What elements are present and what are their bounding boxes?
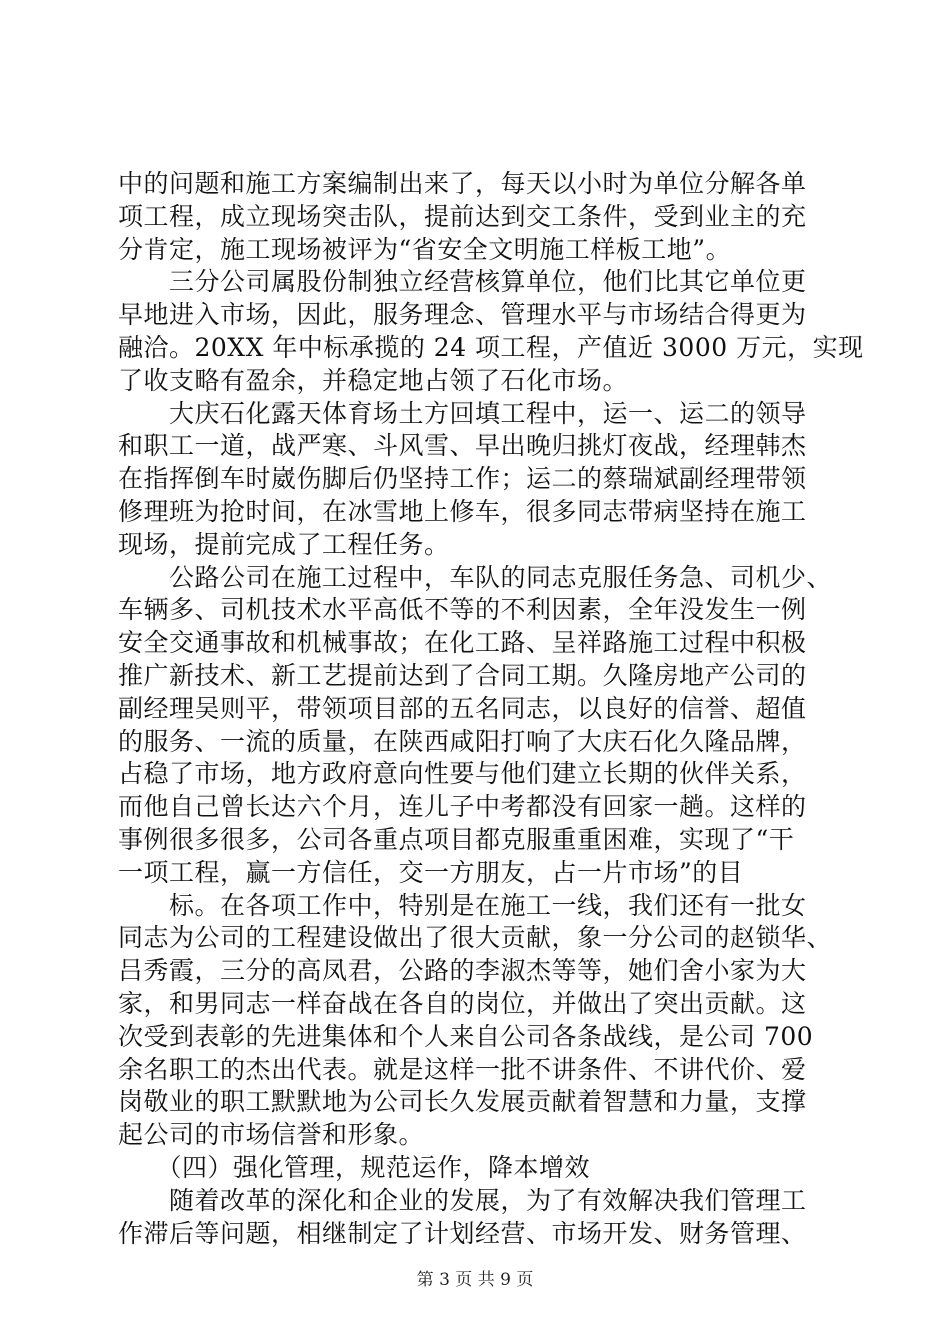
text-line: 现场，提前完成了工程任务。: [118, 529, 450, 559]
text-line: 融洽。20XX 年中标承揽的 24 项工程，产值近 3000 万元，实现: [118, 332, 864, 362]
document-body: [118, 168, 864, 1250]
text-line: 同志为公司的工程建设做出了很大贡献，象一分公司的赵锁华、: [118, 923, 833, 953]
text-line: 占稳了市场，地方政府意向性要与他们建立长期的伙伴关系，: [118, 759, 807, 789]
text-line: （四）强化管理，规范运作，降本增效: [118, 1152, 591, 1182]
text-line: 吕秀霞，三分的高凤君，公路的李淑杰等等，她们舍小家为大: [118, 956, 807, 986]
text-line: 推广新技术、新工艺提前达到了合同工期。久隆房地产公司的: [118, 660, 807, 690]
text-line: 修理班为抢时间，在冰雪地上修车，很多同志带病坚持在施工: [118, 496, 807, 526]
page-footer: 第 3 页 共 9 页: [416, 1270, 534, 1290]
text-line: 标。在各项工作中，特别是在施工一线，我们还有一批女: [118, 890, 807, 920]
text-line: 三分公司属股份制独立经营核算单位，他们比其它单位更: [118, 267, 807, 297]
text-line: 副经理吴则平，带领项目部的五名同志，以良好的信誉、超值: [118, 693, 807, 723]
text-line: 起公司的市场信誉和形象。: [118, 1120, 425, 1150]
text-line: 早地进入市场，因此，服务理念、管理水平与市场结合得更为: [118, 300, 807, 330]
text-line: 的服务、一流的质量，在陕西咸阳打响了大庆石化久隆品牌，: [118, 726, 807, 756]
text-line: 公路公司在施工过程中，车队的同志克服任务急、司机少、: [118, 562, 833, 592]
text-line: 在指挥倒车时崴伤脚后仍坚持工作；运二的蔡瑞斌副经理带领: [118, 464, 807, 494]
text-line: 大庆石化露天体育场土方回填工程中，运一、运二的领导: [118, 398, 807, 428]
text-line: 作滞后等问题，相继制定了计划经营、市场开发、财务管理、: [118, 1218, 807, 1248]
text-line: 岗敬业的职工默默地为公司长久发展贡献着智慧和力量，支撑: [118, 1087, 807, 1117]
text-line: 家，和男同志一样奋战在各自的岗位，并做出了突出贡献。这: [118, 988, 807, 1018]
text-line: 次受到表彰的先进集体和个人来自公司各条战线，是公司 700: [118, 1021, 814, 1051]
text-line: 中的问题和施工方案编制出来了，每天以小时为单位分解各单: [118, 169, 807, 198]
text-line: 分肯定，施工现场被评为“省安全文明施工样板工地”。: [118, 234, 732, 264]
text-line: 余名职工的杰出代表。就是这样一批不讲条件、不讲代价、爱: [118, 1054, 807, 1084]
text-line: 和职工一道，战严寒、斗风雪、早出晚归挑灯夜战，经理韩杰: [118, 431, 807, 461]
text-line: 车辆多、司机技术水平高低不等的不利因素，全年没发生一例: [118, 595, 807, 625]
text-line: 而他自己曾长达六个月，连儿子中考都没有回家一趟。这样的: [118, 792, 807, 822]
text-line: 一项工程，赢一方信任，交一方朋友，占一片市场”的目: [118, 857, 744, 887]
text-line: 项工程，成立现场突击队，提前达到交工条件，受到业主的充: [118, 201, 807, 231]
text-line: 了收支略有盈余，并稳定地占领了石化市场。: [118, 365, 629, 395]
text-line: 事例很多很多，公司各重点项目都克服重重困难，实现了“干: [118, 824, 795, 854]
text-line: 随着改革的深化和企业的发展，为了有效解决我们管理工: [118, 1185, 807, 1215]
text-line: 安全交通事故和机械事故；在化工路、呈祥路施工过程中积极: [118, 628, 807, 658]
